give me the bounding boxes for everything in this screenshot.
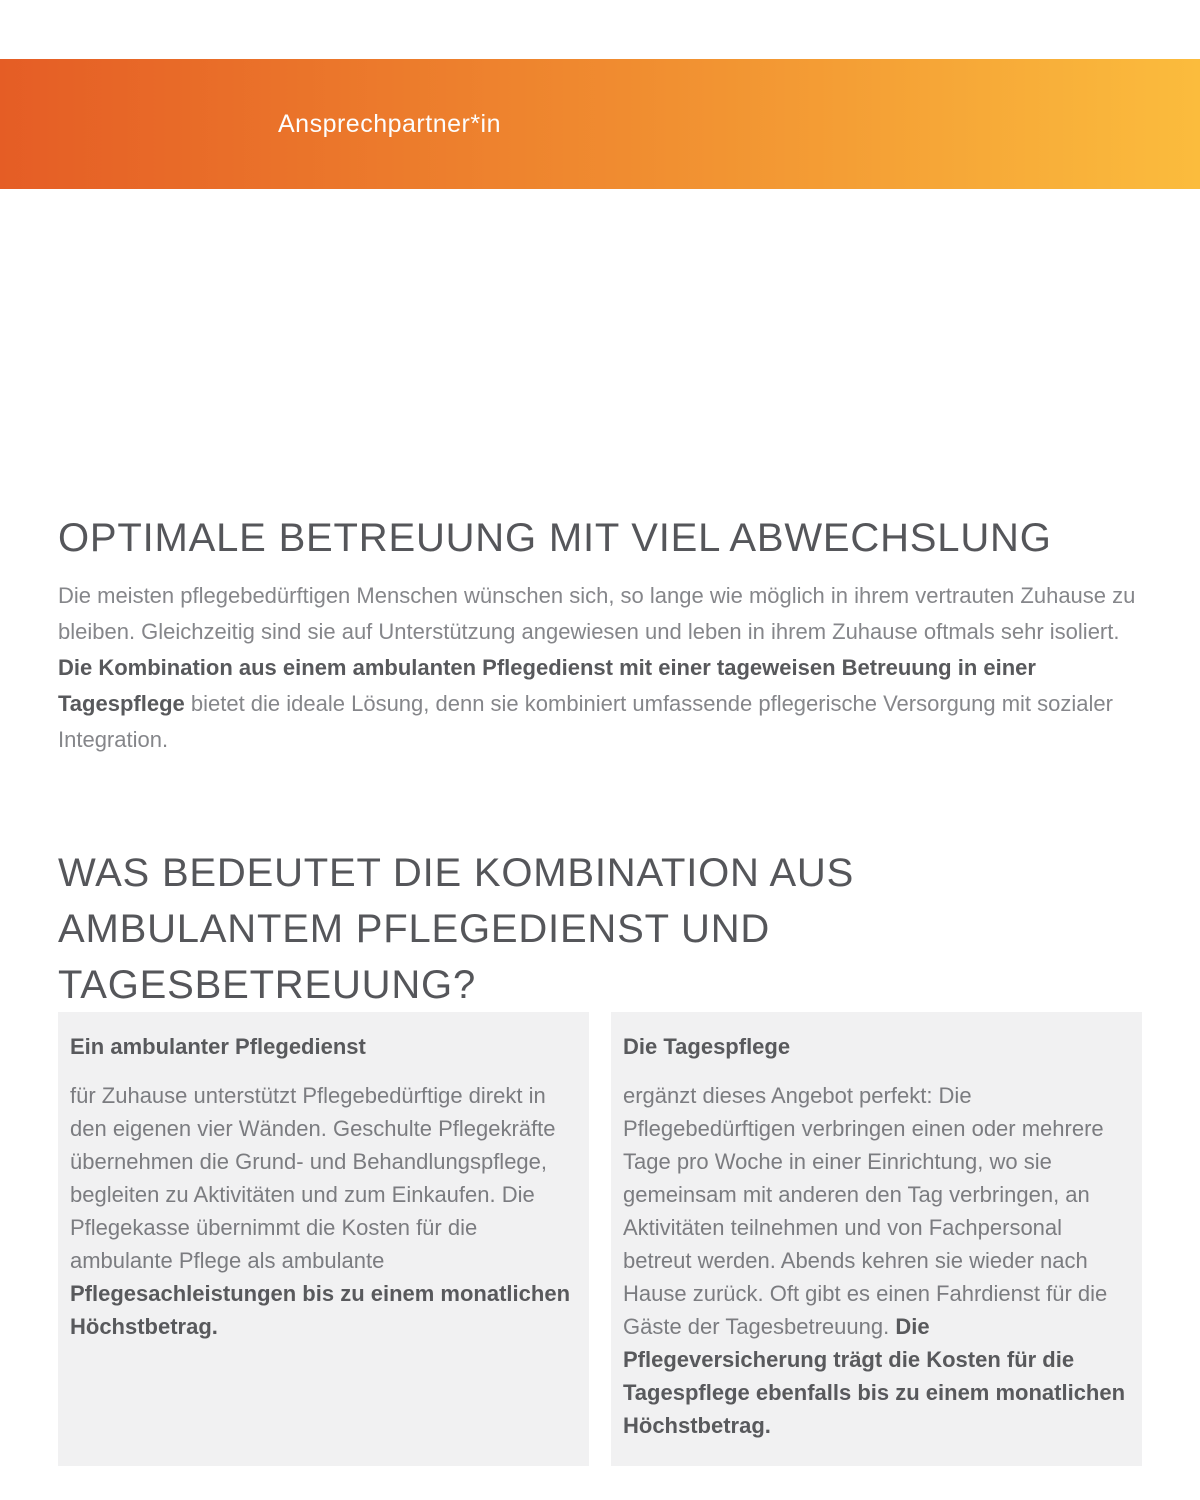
card-ambulanter-pflegedienst: [58, 1012, 589, 1466]
card-body-bold: Die Pflegeversicherung trägt die Kosten für die Tagespflege ebenfalls bis zu einem monatlichen Höchstbetrag.: [623, 1314, 1126, 1438]
card-body-text: ergänzt dieses Angebot perfekt: Die Pflegebedürftigen verbringen einen oder mehrere Tage pro Woche in einer Einrichtung, wo sie gemeinsam mit anderen den Tag verbringen, an Aktivitäten teilnehmen und von Fachpersonal betreut werden. Abends kehren sie wieder nach Hause zurück. Oft gibt es einen Fahrdienst für die Gäste der Tagesbetreuung.: [623, 1083, 1108, 1339]
intro-paragraph-bold: Die Kombination aus einem ambulanten Pflegedienst mit einer tageweisen Betreuung in einer Tagespflege: [58, 655, 1036, 716]
info-cards-row: [58, 1012, 1142, 1466]
intro-section-heading: OPTIMALE BETREUUNG MIT VIEL ABWECHSLUNG: [58, 515, 1052, 560]
top-gradient-banner: [0, 59, 1200, 189]
card-tagespflege: [611, 1012, 1142, 1466]
card-title: Ein ambulanter Pflegedienst: [70, 1034, 366, 1059]
intro-paragraph-text: Die meisten pflegebedürftigen Menschen wünschen sich, so lange wie möglich in ihrem vertrauten Zuhause zu bleiben. Gleichzeitig sind sie auf Unterstützung angewiesen und leben in ihrem Zuhause oftmals sehr isoliert.: [58, 583, 1136, 644]
card-body-text: für Zuhause unterstützt Pflegebedürftige direkt in den eigenen vier Wänden. Geschulte Pflegekräfte übernehmen die Grund- und Behandlungspflege, begleiten zu Aktivitäten und zum Einkaufen. Die Pflegekasse übernimmt die Kosten für die ambulante Pflege als ambulante: [70, 1083, 556, 1273]
card-body-bold: Pflegesachleistungen bis zu einem monatlichen Höchstbetrag.: [70, 1281, 571, 1339]
combination-section-heading: WAS BEDEUTET DIE KOMBINATION AUS AMBULANTEM PFLEGEDIENST UND TAGESBETREUUNG?: [58, 851, 855, 1008]
banner-label: Ansprechpartner*in: [278, 109, 502, 138]
card-body: [623, 1079, 1128, 1442]
intro-paragraph-text-end: bietet die ideale Lösung, denn sie kombiniert umfassende pflegerische Versorgung mit sozialer Integration.: [58, 691, 1113, 752]
intro-paragraph: [58, 578, 1142, 758]
card-title: Die Tagespflege: [623, 1034, 791, 1059]
card-body: [70, 1079, 575, 1343]
